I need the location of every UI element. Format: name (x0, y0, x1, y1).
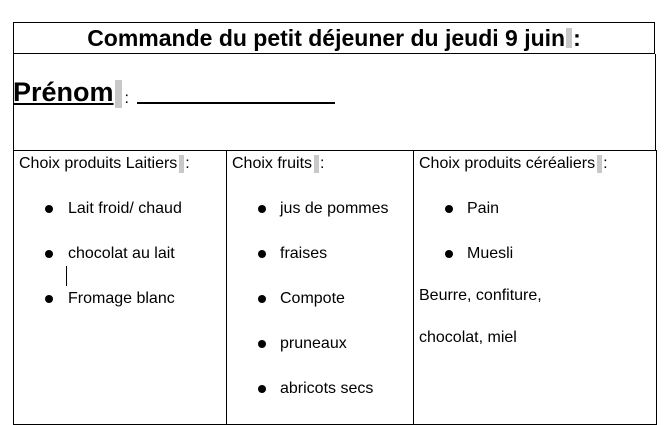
bullet-icon (445, 205, 453, 213)
column-header-text: Choix produits Laitiers (19, 155, 178, 173)
list-item: abricots secs (227, 379, 413, 424)
title-colon: : (573, 24, 581, 51)
bullet-icon (45, 295, 53, 303)
document-title (13, 22, 655, 54)
column-header-text: Choix produits céréaliers (419, 155, 596, 173)
extra-line: Beurre, confiture, (419, 287, 542, 304)
list-item: Lait froid/ chaud (14, 199, 226, 244)
formatting-mark (566, 28, 572, 48)
bullet-icon (258, 385, 266, 393)
prenom-field (13, 74, 335, 108)
bullet-icon (258, 250, 266, 258)
list-item: fraises (227, 244, 413, 289)
formatting-mark (179, 155, 184, 173)
section-border-right (655, 54, 656, 150)
bullet-icon (445, 250, 453, 258)
prenom-label: Prénom (13, 77, 114, 107)
list-item: Fromage blanc (14, 289, 226, 334)
extra-line: chocolat, miel (419, 329, 517, 346)
bullet-icon (258, 340, 266, 348)
column-header (14, 151, 226, 177)
column-header-text: Choix fruits (232, 155, 313, 173)
column-header (414, 151, 656, 177)
prenom-blank-line[interactable] (137, 102, 335, 104)
column-dairy[interactable] (14, 151, 227, 425)
list-item: pruneaux (227, 334, 413, 379)
column-fruits[interactable] (227, 151, 414, 425)
column-header-colon: : (603, 155, 608, 173)
bullet-icon (45, 250, 53, 258)
list-item: Pain (414, 199, 656, 244)
list-item: Compote (227, 289, 413, 334)
list-item: chocolat au lait (14, 244, 226, 289)
list-item: Muesli (414, 244, 656, 289)
column-cereals[interactable] (414, 151, 657, 425)
bullet-icon (45, 205, 53, 213)
formatting-mark (597, 155, 602, 173)
formatting-mark (115, 80, 122, 108)
list-item: jus de pommes (227, 199, 413, 244)
bullet-icon (258, 295, 266, 303)
column-header-colon: : (320, 155, 325, 173)
text-cursor (66, 266, 67, 286)
choices-table (13, 150, 657, 425)
column-header (227, 151, 413, 177)
column-header-colon: : (185, 155, 190, 173)
bullet-icon (258, 205, 266, 213)
title-text: Commande du petit déjeuner du jeudi 9 juin (87, 24, 566, 51)
prenom-colon: : (124, 90, 129, 107)
formatting-mark (314, 155, 319, 173)
